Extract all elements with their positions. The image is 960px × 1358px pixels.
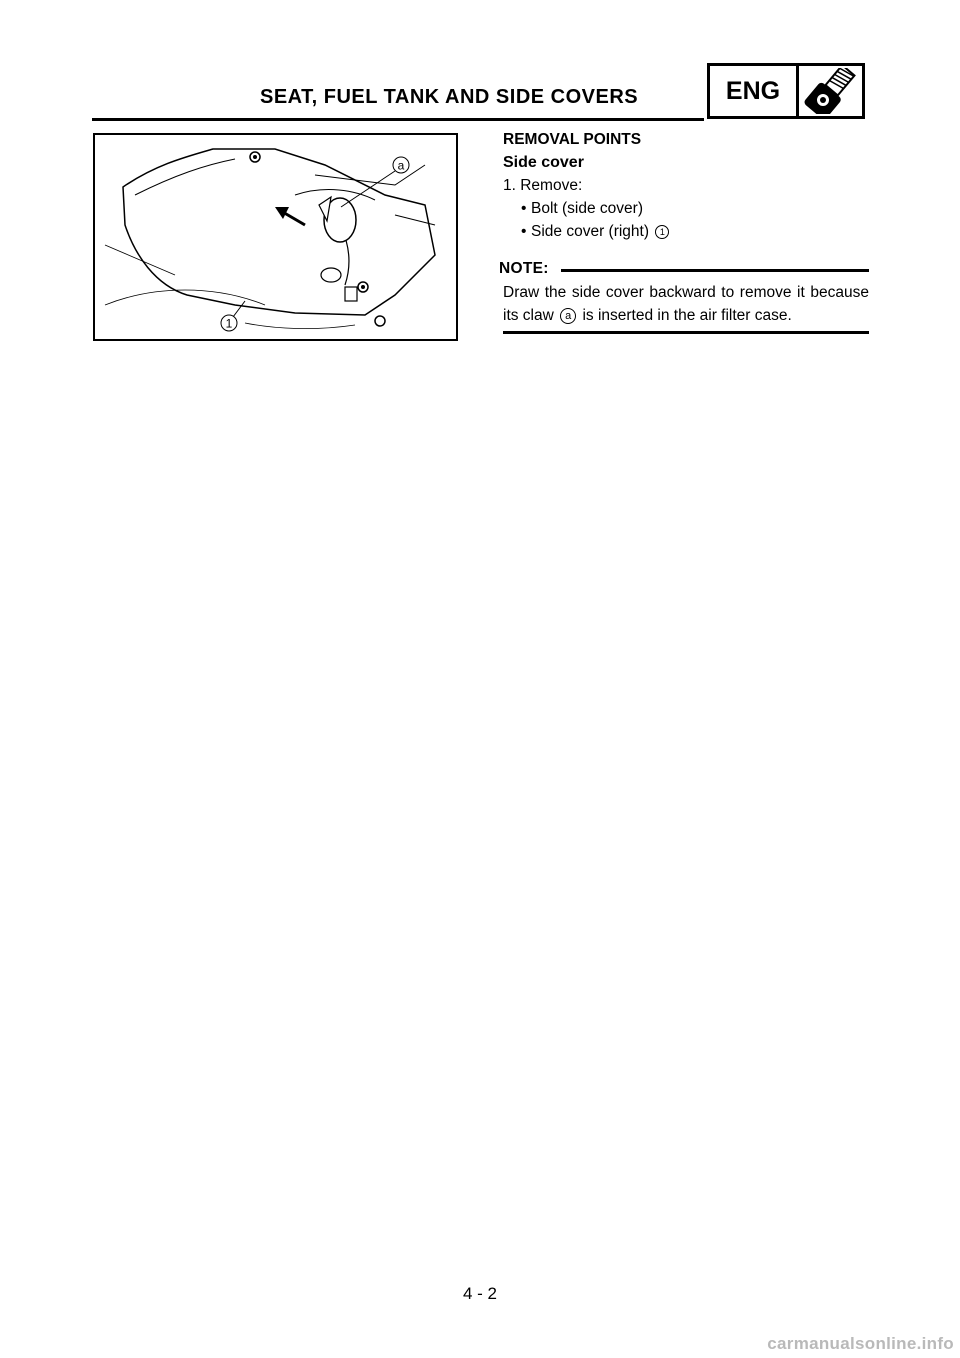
note-header [499, 258, 869, 279]
bullet-2-text: Side cover (right) [531, 223, 650, 240]
page-title: SEAT, FUEL TANK AND SIDE COVERS [260, 86, 639, 108]
callout-1: 1 [225, 316, 233, 331]
engine-bolt-icon [799, 66, 862, 116]
section-heading: REMOVAL POINTS [503, 131, 642, 148]
note-rule-top [561, 269, 869, 272]
bullet-1-text: Bolt (side cover) [531, 200, 643, 217]
note-label: NOTE: [499, 260, 549, 277]
list-item [521, 198, 869, 219]
section-label: ENG [710, 66, 799, 116]
watermark: carmanualsonline.info [767, 1334, 954, 1353]
step-1: 1. Remove: [503, 177, 583, 194]
subsection-heading: Side cover [503, 154, 584, 171]
section-badge [707, 63, 865, 119]
list-item [521, 221, 869, 242]
ref-letter-a: a [560, 308, 576, 324]
instruction-column [499, 129, 869, 334]
page-number: 4 - 2 [462, 1284, 498, 1303]
note-rule-bottom [503, 331, 869, 334]
removal-list [521, 198, 869, 242]
note-text-end: is inserted in the air filter case. [582, 307, 792, 324]
side-cover-illustration [93, 133, 458, 341]
ref-number-1: 1 [655, 225, 669, 239]
header-rule [92, 118, 704, 121]
note-text-start: Draw the side cover backward to remove it because its claw [503, 284, 869, 324]
callout-a: a [397, 158, 405, 173]
note-body [503, 281, 869, 327]
